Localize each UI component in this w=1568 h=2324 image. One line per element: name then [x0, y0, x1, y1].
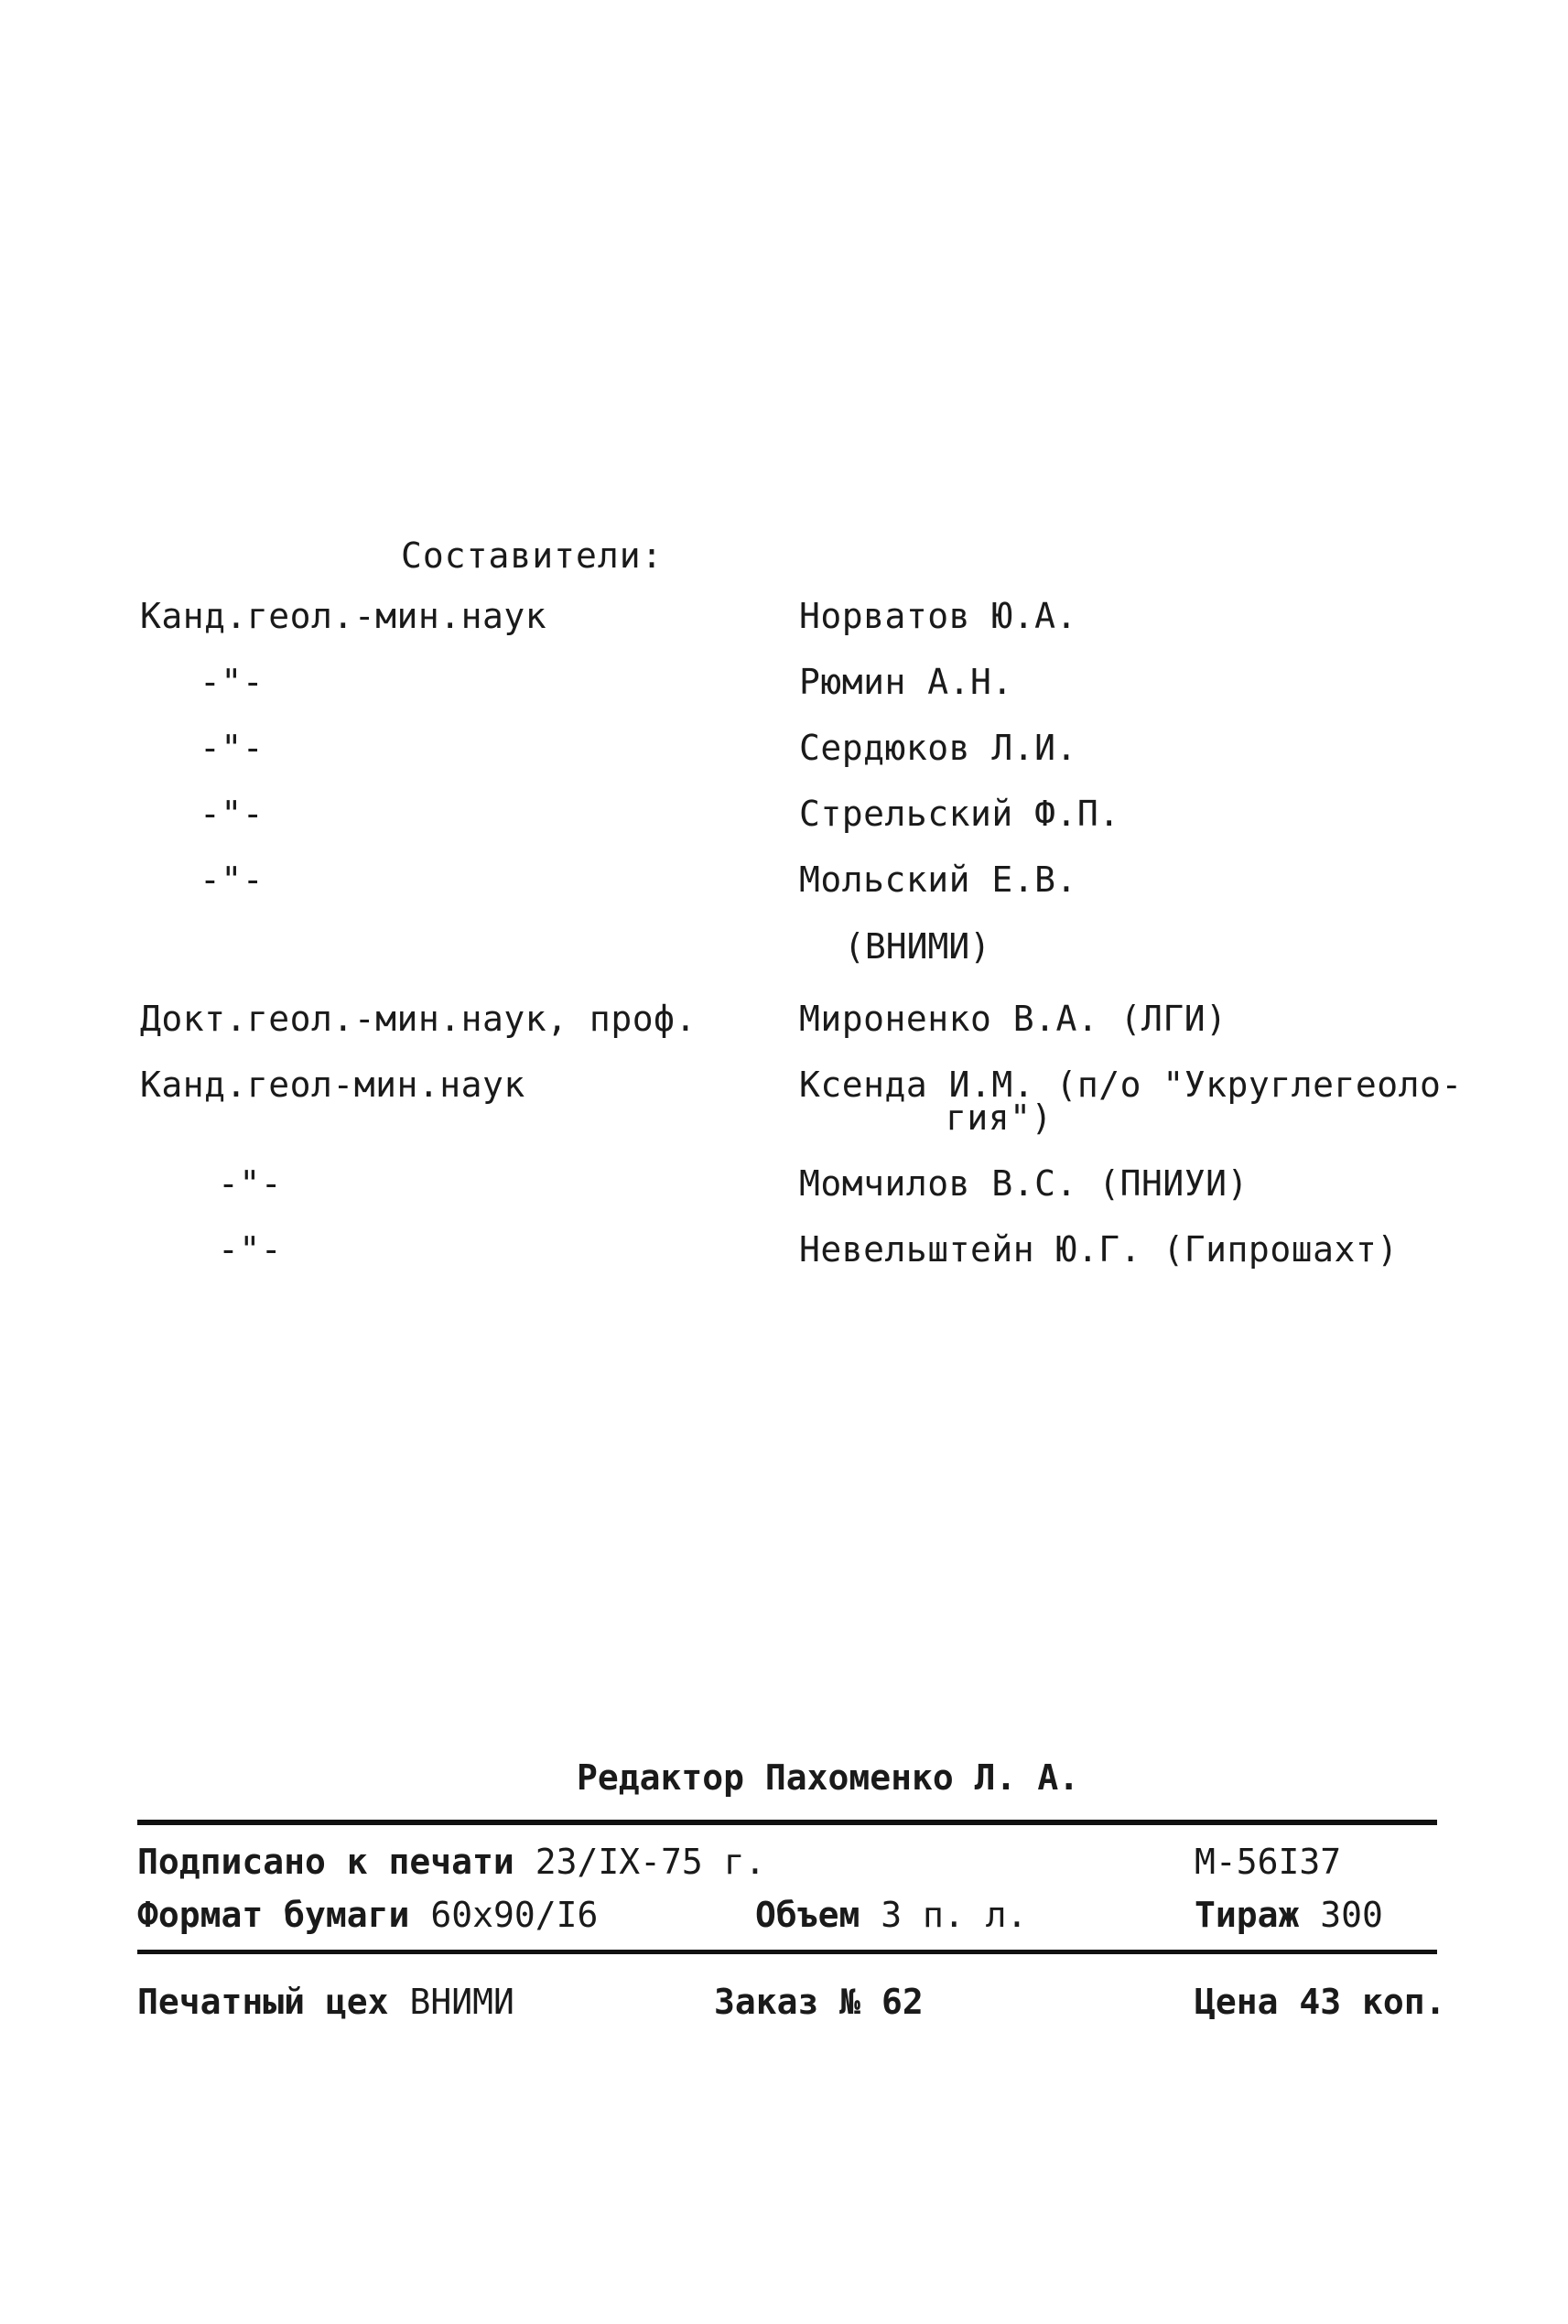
price: [1195, 1982, 1446, 2022]
author-degree: -"-: [218, 1163, 283, 1204]
signed-for-print: [137, 1842, 765, 1882]
paper-format: [137, 1895, 598, 1935]
author-name: Ксенда И.М. (п/о "Укруглегеоло-: [799, 1065, 1463, 1105]
author-degree: -"-: [200, 662, 265, 702]
author-organization: (ВНИМИ): [844, 926, 991, 967]
author-name: Мироненко В.А. (ЛГИ): [799, 999, 1227, 1039]
price-value: 43 коп.: [1299, 1982, 1446, 2022]
author-name: Стрельский Ф.П.: [799, 794, 1120, 834]
format-value: 60х90/I6: [430, 1895, 599, 1935]
printer-value: ВНИМИ: [409, 1982, 514, 2022]
run-label: Тираж: [1195, 1895, 1300, 1935]
editor-line: Редактор Пахоменко Л. А.: [577, 1757, 1080, 1798]
author-name-continuation: гия"): [946, 1097, 1053, 1138]
print-run: [1195, 1895, 1383, 1935]
format-label: Формат бумаги: [137, 1895, 410, 1935]
author-name: Сердюков Л.И.: [799, 728, 1077, 768]
order-value: 62: [881, 1982, 924, 2022]
divider-top: [137, 1820, 1437, 1825]
author-name: Невельштейн Ю.Г. (Гипрошахт): [799, 1229, 1399, 1270]
author-degree: -"-: [218, 1229, 283, 1270]
author-degree: -"-: [200, 859, 265, 900]
author-name: Рюмин А.Н.: [799, 662, 1013, 702]
compilers-heading: Составители:: [401, 535, 664, 576]
signed-label: Подписано к печати: [137, 1842, 514, 1882]
author-degree: -"-: [200, 728, 265, 768]
order-number: [714, 1982, 924, 2022]
publication-code: М-56I37: [1195, 1842, 1342, 1882]
author-name-block: [799, 1065, 1463, 1138]
order-label: Заказ №: [714, 1982, 861, 2022]
printer-label: Печатный цех: [137, 1982, 389, 2022]
price-label: Цена: [1195, 1982, 1279, 2022]
signed-date: 23/IX-75 г.: [535, 1842, 766, 1882]
author-degree: Канд.геол.-мин.наук: [140, 596, 547, 636]
author-name: Мольский Е.В.: [799, 859, 1077, 900]
volume-value: 3 п. л.: [881, 1895, 1028, 1935]
volume-label: Объем: [755, 1895, 860, 1935]
author-degree: -"-: [200, 794, 265, 834]
volume: [755, 1895, 1027, 1935]
author-degree: Докт.геол.-мин.наук, проф.: [140, 999, 697, 1039]
run-value: 300: [1320, 1895, 1383, 1935]
author-degree: Канд.геол-мин.наук: [140, 1065, 525, 1105]
divider-bottom: [137, 1950, 1437, 1954]
author-name: Момчилов В.С. (ПНИУИ): [799, 1163, 1249, 1204]
printer: [137, 1982, 514, 2022]
author-name: Норватов Ю.А.: [799, 596, 1077, 636]
